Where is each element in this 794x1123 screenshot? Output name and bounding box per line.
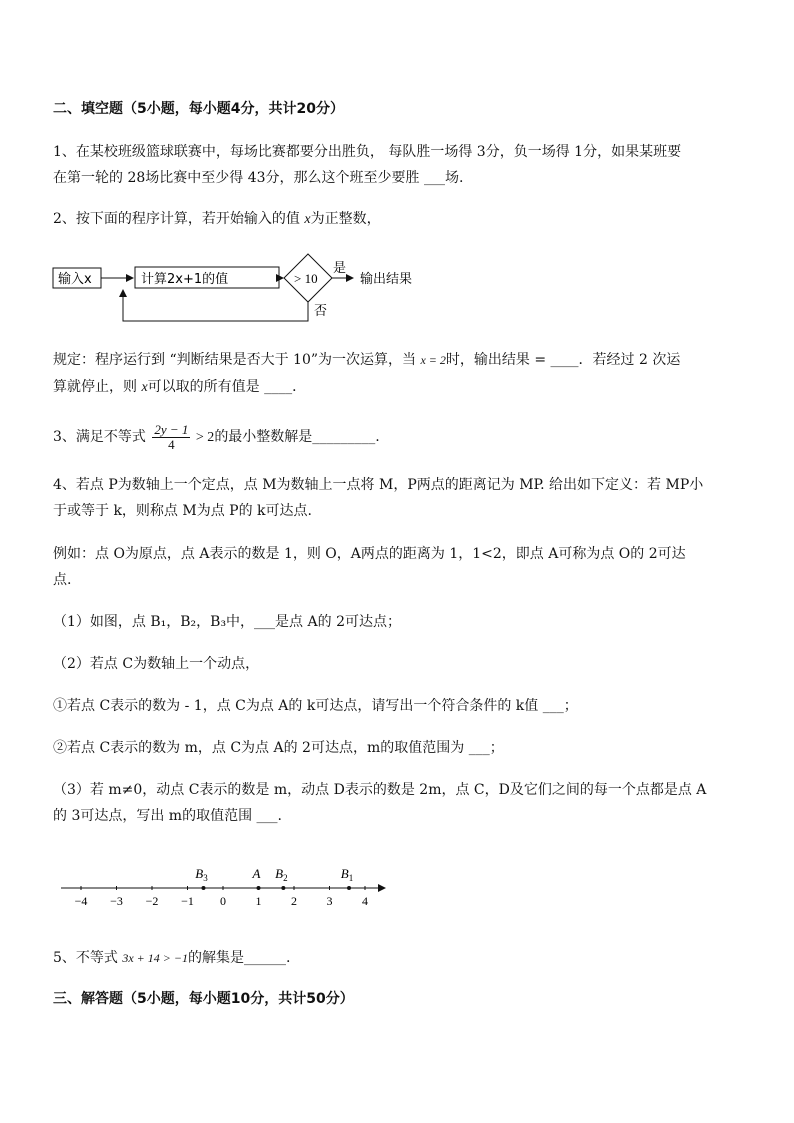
question-2-intro-post: 为正整数， xyxy=(310,211,381,227)
question-4-part-2a: ①若点 C表示的数为 - 1，点 C为点 A的 k可达点，请写出一个符合条件的 k值 ___； xyxy=(53,698,578,714)
rule-condition: x = 2 xyxy=(420,353,446,367)
section-3-heading: 三、解答题（5小题，每小题10分，共计50分） xyxy=(53,991,354,1007)
question-4-line-1: 4、若点 P为数轴上一个定点，点 M为数轴上一点将 M，P两点的距离记为 MP. 给出如下定义：若 MP小 xyxy=(53,477,704,493)
input-box-label: 输入x xyxy=(58,272,92,287)
question-5 xyxy=(53,948,290,968)
number-line-tick-label: −1 xyxy=(181,894,194,908)
number-line-point-label: $B_3$ xyxy=(195,866,208,883)
rule2-variable: x xyxy=(141,380,148,395)
no-label: 否 xyxy=(314,304,328,319)
question-2-intro-pre: 2、按下面的程序计算，若开始输入的值 xyxy=(53,211,305,227)
number-line-tick-label: −3 xyxy=(110,894,123,908)
section-2-heading: 二、填空题（5小题，每小题4分，共计20分） xyxy=(53,101,344,117)
yes-label: 是 xyxy=(333,261,347,276)
question-4-part-2: （2）若点 C为数轴上一个动点， xyxy=(53,656,260,672)
question-4-example-2: 点. xyxy=(53,572,72,588)
number-line-tick-label: 4 xyxy=(362,894,368,908)
number-line-tick-label: 1 xyxy=(255,894,262,908)
question-4-part-1: （1）如图，点 B₁，B₂，B₃中，___是点 A的 2可达点； xyxy=(53,614,401,630)
q3-post: 的最小整数解是_________. xyxy=(214,429,380,445)
number-line xyxy=(55,858,395,910)
number-line-tick-label: −2 xyxy=(145,894,159,908)
compute-box-label: 计算2x+1的值 xyxy=(141,272,229,287)
number-line-point-label: $B_2$ xyxy=(275,866,288,883)
number-line-tick-label: −4 xyxy=(74,894,88,908)
number-line-point xyxy=(281,886,285,890)
output-label: 输出结果 xyxy=(360,272,413,287)
question-3 xyxy=(53,420,380,455)
question-4-example-1: 例如：点 O为原点，点 A表示的数是 1，则 O，A两点的距离为 1，1<2，即点 A可称为点 O的 2可达 xyxy=(53,546,686,562)
question-4-part-2b: ②若点 C表示的数为 m，点 C为点 A的 2可达点，m的取值范围为 ___； xyxy=(53,740,504,756)
q5-post: 的解集是______. xyxy=(187,950,291,966)
number-line-point xyxy=(201,886,205,890)
question-2-rule-line-2 xyxy=(53,377,306,398)
question-2-rule-line-1 xyxy=(53,350,680,370)
rule-post: 时，输出结果 = ____．若经过 2 次运 xyxy=(445,352,681,368)
question-1-line-2: 在第一轮的 28场比赛中至少得 43分，那么这个班至少要胜 ___场. xyxy=(53,170,464,186)
number-line-point-label: $B_1$ xyxy=(340,866,354,883)
number-line-tick-label: 2 xyxy=(291,894,297,908)
variable-x: x xyxy=(304,212,311,227)
q5-pre: 5、不等式 xyxy=(53,950,123,966)
question-2-intro xyxy=(53,209,381,230)
condition-label: > 10 xyxy=(294,271,318,286)
question-4-line-2: 于或等于 k，则称点 M为点 P的 k可达点. xyxy=(53,503,312,519)
rule2-pre: 算就停止，则 xyxy=(53,379,142,395)
number-line-tick-label: 0 xyxy=(220,894,226,908)
number-line-point-label: A xyxy=(252,866,261,881)
q3-fraction-denominator: 4 xyxy=(168,436,175,452)
rule2-post: 可以取的所有值是 ____． xyxy=(147,379,307,395)
q3-pre: 3、满足不等式 xyxy=(53,429,151,445)
question-4-part-3a: （3）若 m≠0，动点 C表示的数是 m，动点 D表示的数是 2m，点 C，D及它们之间的每一个点都是点 A xyxy=(53,782,707,798)
number-line-point xyxy=(257,886,261,890)
question-4-part-3b: 的 3可达点，写出 m的取值范围 ___. xyxy=(53,808,282,824)
number-line-tick-label: 3 xyxy=(326,894,333,908)
program-flowchart xyxy=(50,250,450,325)
rule-pre: 规定：程序运行到 “判断结果是否大于 10”为一次运算，当 xyxy=(53,352,421,368)
question-1-line-1: 1、在某校班级篮球联赛中，每场比赛都要分出胜负， 每队胜一场得 3分，负一场得 1分，如果某班要 xyxy=(53,144,682,160)
no-loop-line xyxy=(123,290,308,321)
q3-inequality: > 2 xyxy=(192,430,215,445)
q3-fraction xyxy=(152,423,190,452)
q3-fraction-numerator: 2y − 1 xyxy=(154,421,189,437)
q5-expression: 3x + 14 > −1 xyxy=(122,951,188,965)
number-line-point xyxy=(347,886,351,890)
